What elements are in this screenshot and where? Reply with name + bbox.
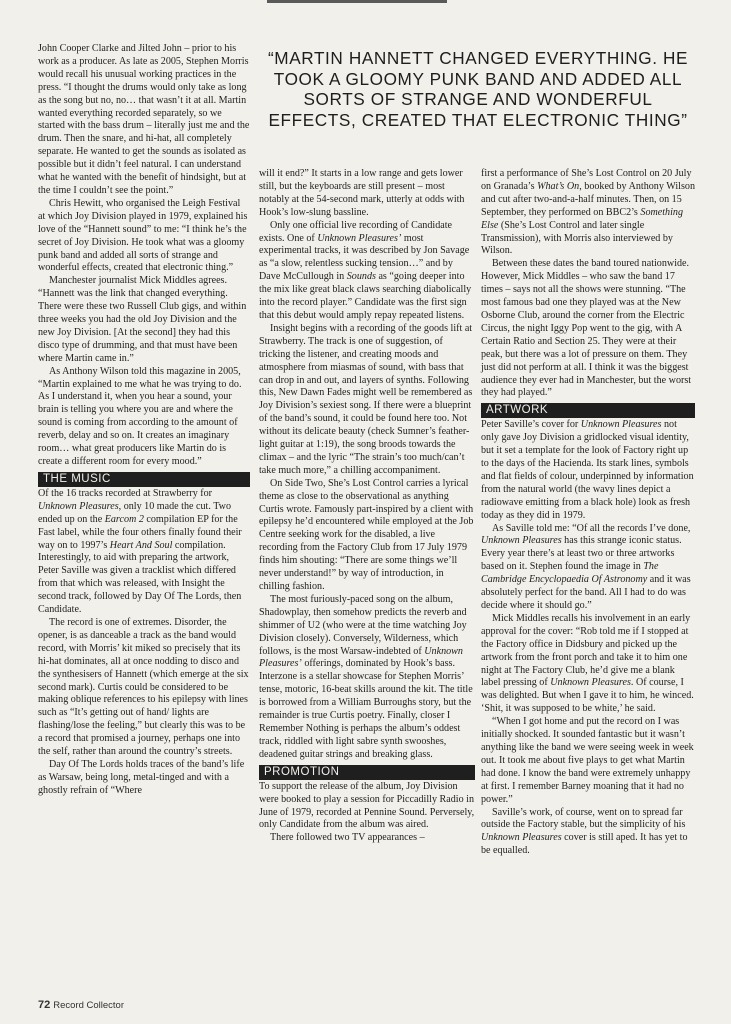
paragraph: As Anthony Wilson told this magazine in 2005, “Martin explained to me what he was trying to do. As I understand it, when you hear a sound, your brain is telling you where you are and where the sound is coming from according to the amount of reverb, delay and so on. It creates an imaginary room… what great producers like Martin do is create a different room for every mood.” xyxy=(38,365,242,467)
paragraph: Peter Saville’s cover for Unknown Pleasures not only gave Joy Division a gridlocked visual identity, but it set a template for the look of Factory right up to the days of the Hacienda. Its stark lines, symbols and flat fields of colour, underpinned by information from the natural world (the wavy lines depict a radiowave emitting from a black hole) look as fresh today as they did in 1979. xyxy=(481,419,694,521)
paragraph: There followed two TV appearances – xyxy=(270,832,425,844)
paragraph: Insight begins with a recording of the goods lift at Strawberry. The track is one of suggestion, of tricking the listener, and creating moods and atmosphere from miasmas of sound, with bass that can drop in and out, and layers of synths. Following this, New Dawn Fades might well be remembered as Joy Division’s sexiest song. If there were a blueprint of the band’s sound, it could be found here too. Not without its delicate beauty (check Sumner’s feather-light guitar at 1:19), the song broods towards the climax – and the lyric “The strain’s too much/can’t take much more,” a chilling accompaniment. xyxy=(259,322,473,476)
paragraph: Only one official live recording of Candidate exists. One of Unknown Pleasures’ most experimental tracks, it was described by Jon Savage as “a slow, relentless sucking tension…” and by Dave McCullough in Sounds as “going deeper into the mix like great black claws searching diabolically into the record player.” Candidate was the first sign that this debut would amply repay repeated listens. xyxy=(259,219,472,321)
paragraph: Between these dates the band toured nationwide. However, Mick Middles – who saw the band 17 times – says not all the shows were stunning. “The most famous bad one they played was at the New Osborne Club, around the corner from the Electric Circus, the night Iggy Pop went to the gig, with A Certain Ratio and Section 25. They were at their peak, but there was a lot of pressure on them. They just did not perform at all. I think it was the biggest audience they ever had in Manchester, but the worst they had played.” xyxy=(481,258,692,399)
paragraph: Mick Middles recalls his involvement in an early approval for the cover: “Rob told me if I stopped at the Factory office in Didsbury and picked up the artwork from the front porch and take it to him one night at The Factory Club, he’d give me a blank label pressing of Unknown Pleasures. Of course, I was delighted. But when I gave it to him, he winced. ‘Shit, it was supposed to be white,’ he said. xyxy=(481,612,694,715)
magazine-name: Record Collector xyxy=(53,1000,124,1011)
paragraph: Saville’s work, of course, went on to spread far outside the Factory stable, but the simplicity of his Unknown Pleasures cover is still aped. It has yet to be equalled. xyxy=(481,806,688,857)
page-number: 72 xyxy=(38,999,51,1011)
column-3 xyxy=(481,168,695,858)
paragraph: first a performance of She’s Lost Control on 20 July on Granada’s What’s On, booked by Anthony Wilson and cut after two-and-a-half minutes. Then, on 15 September, they performed on BBC2’s Something Else (She’s Lost Control and later single Transmission), with Morris also interviewed by Wilson. xyxy=(481,168,695,257)
paragraph: John Cooper Clarke and Jilted John – prior to his work as a producer. As late as 2005, Stephen Morris would recall his unusual working practices in the press. “I thought the drums would only take as long as the song but no, no… that wasn’t it at all. Martin wanted everything recorded separately, so we started with the bass drum – literally just me and the drum. Then the snare, and hi-hat, all completely separate. He wanted to get the sounds as isolated as possible but it didn’t feel natural. I can understand what he wanted with the benefit of hindsight, but at the time I couldn’t see the point.” xyxy=(38,43,250,196)
paragraph: “When I got home and put the record on I was initially shocked. It sounded fantastic but it wasn’t anything like the band we were seeing week in week out. It took me about five plays to get what Martin had done. I know the band were extremely unhappy at first. I remember Barney moaning that it had no power.” xyxy=(481,716,694,805)
paragraph: Chris Hewitt, who organised the Leigh Festival at which Joy Division played in 1979, explained his love of the “Hannett sound” to me: “I think he’s the secret of Joy Division. He took what was a gloomy punk band and added all sorts of strange and wonderful effects, created that electronic thing.” xyxy=(38,197,248,274)
top-edge-mark xyxy=(267,0,447,3)
section-heading-promotion: PROMOTION xyxy=(259,765,475,780)
paragraph: As Saville told me: “Of all the records I’ve done, Unknown Pleasures has this strange iconic status. Every year there’s at least two or three artworks based on it. Stephen found the image in The Cambridge Encyclopaedia Of Astronomy and it was absolutely perfect for the band. All I had to do was decide where it should go.” xyxy=(481,522,691,611)
paragraph: Of the 16 tracks recorded at Strawberry for Unknown Pleasures, only 10 made the cut. Two ended up on the Earcom 2 compilation EP for the Fast label, while the four others finally found their way on to 1997’s Heart And Soul compilation. Interestingly, to aid with preparing the artwork, Peter Saville was given a tracklist which differed from that which was released, with Insight the second track, followed by Day Of The Lords, then Candidate. xyxy=(38,487,242,616)
paragraph: To support the release of the album, Joy Division were booked to play a session for Piccadilly Radio in June of 1979, recorded at Pennine Sound. Perversely, only Candidate from the album was aired. xyxy=(259,780,475,831)
section-heading-artwork: ARTWORK xyxy=(481,403,695,418)
paragraph: Day Of The Lords holds traces of the band’s life as Warsaw, being long, metal-tinged and with a ghostly refrain of “Where xyxy=(38,758,245,796)
column-2 xyxy=(259,168,475,845)
pull-quote: “MARTIN HANNETT CHANGED EVERYTHING. HE TOOK A GLOOMY PUNK BAND AND ADDED ALL SORTS OF STRANGE AND WONDERFUL EFFECTS, CREATED THAT ELECTRONIC THING” xyxy=(267,48,689,130)
column-1 xyxy=(38,43,250,798)
paragraph: The record is one of extremes. Disorder, the opener, is as danceable a track as the band would record, with Morris’ kit miked so precisely that its hi-hat dominates, all at once nodding to disco and the synthesisers of Hannett (which emerge at the six second mark). Curtis could be considered to be making oblique references to his epilepsy with lines such as “It’s getting out of hand/ lights are flashing/lose the feeling,” but clearly this was to be a record that promised a journey, perhaps one into the self, rather than around the country’s streets. xyxy=(38,616,249,758)
page-footer xyxy=(38,999,124,1011)
paragraph: On Side Two, She’s Lost Control carries a lyrical theme as close to the observational as anything Curtis wrote. Famously part-inspired by a client with epilepsy he’d encountered while employed at the Job Centre seeking work for the disabled, a live recording from the Factory Club from 17 July 1979 finds him shouting: “There are some things we’ll never understand!” by way of introduction, in chilling fashion. xyxy=(259,477,474,592)
paragraph: The most furiously-paced song on the album, Shadowplay, then somehow predicts the reverb and shimmer of U2 (who were at the time watching Joy Division closely). Conversely, Wilderness, which follows, is the most Warsaw-indebted of Unknown Pleasures’ offerings, dominated by Hook’s bass. Interzone is a stellar showcase for Stephen Morris’ tense, motoric, 16-beat skills around the kit. The title is borrowed from a William Burroughs story, but the remainder is true Curtis poetry. Finally, closer I Remember Nothing is perhaps the album’s oddest track, riddled with light sabre synth swooshes, deadened guitar strings and breaking glass. xyxy=(259,593,473,760)
section-heading-the-music: THE MUSIC xyxy=(38,472,250,487)
paragraph: will it end?” It starts in a low range and gets lower still, but the keyboards are still present – most notably at the 54-second mark, utterly at odds with Hook’s low-slung bassline. xyxy=(259,168,465,218)
paragraph: Manchester journalist Mick Middles agrees. “Hannett was the link that changed everything. There were these two Russell Club gigs, and within three weeks you had the old Joy Division and the new Joy Division. [At the second] they had this disco type of drumming, and that must have been where Martin came in.” xyxy=(38,275,247,364)
